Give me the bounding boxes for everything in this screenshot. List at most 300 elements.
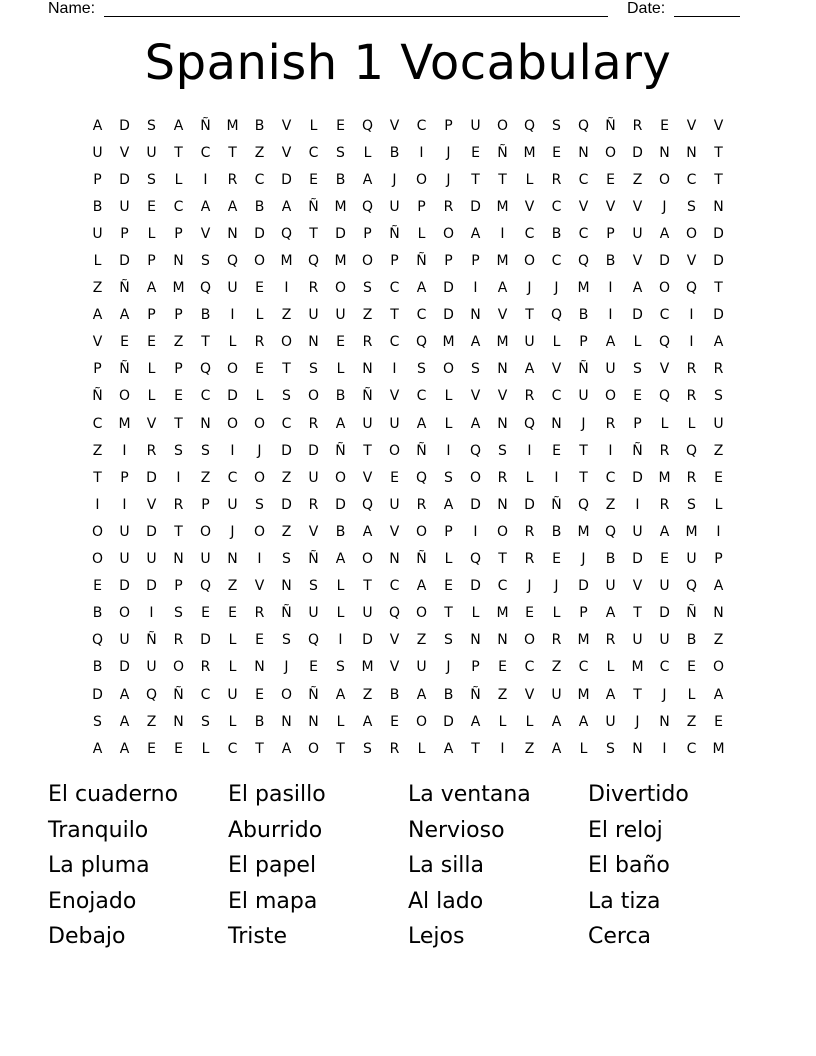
grid-letter[interactable]: B — [443, 686, 454, 703]
grid-letter[interactable]: M — [496, 198, 509, 215]
grid-letter[interactable]: L — [417, 225, 426, 242]
grid-letter[interactable]: A — [713, 686, 724, 703]
grid-letter[interactable]: A — [92, 307, 103, 324]
grid-letter[interactable]: C — [281, 415, 292, 432]
grid-letter[interactable]: Z — [686, 713, 697, 730]
grid-letter[interactable]: O — [415, 171, 428, 188]
grid-letter[interactable]: S — [552, 117, 561, 134]
grid-letter[interactable]: R — [686, 361, 697, 378]
grid-letter[interactable]: P — [120, 469, 129, 486]
grid-letter[interactable]: S — [687, 496, 696, 513]
grid-letter[interactable]: S — [174, 605, 183, 622]
grid-letter[interactable]: O — [253, 253, 266, 270]
grid-letter[interactable]: V — [254, 578, 265, 595]
grid-letter[interactable]: C — [308, 144, 319, 161]
grid-letter[interactable]: E — [633, 388, 642, 405]
grid-letter[interactable]: R — [308, 496, 319, 513]
grid-letter[interactable]: I — [473, 280, 478, 297]
grid-letter[interactable]: D — [146, 523, 157, 540]
grid-letter[interactable]: E — [606, 171, 615, 188]
grid-letter[interactable]: U — [605, 578, 616, 595]
grid-letter[interactable]: J — [662, 686, 667, 703]
grid-letter[interactable]: B — [335, 523, 346, 540]
grid-letter[interactable]: Q — [685, 442, 698, 459]
grid-letter[interactable]: Z — [281, 307, 292, 324]
grid-letter[interactable]: M — [172, 280, 185, 297]
grid-letter[interactable]: E — [444, 578, 453, 595]
grid-letter[interactable]: M — [577, 523, 590, 540]
grid-letter[interactable]: O — [604, 144, 617, 161]
grid-letter[interactable]: N — [254, 659, 265, 676]
grid-letter[interactable]: E — [714, 469, 723, 486]
grid-letter[interactable]: T — [363, 442, 372, 459]
grid-letter[interactable]: D — [146, 578, 157, 595]
grid-letter[interactable]: C — [551, 388, 562, 405]
grid-letter[interactable]: A — [713, 334, 724, 351]
grid-letter[interactable]: P — [471, 659, 480, 676]
grid-letter[interactable]: A — [281, 198, 292, 215]
grid-letter[interactable]: C — [551, 198, 562, 215]
grid-letter[interactable]: I — [446, 442, 451, 459]
grid-letter[interactable]: Q — [604, 523, 617, 540]
grid-letter[interactable]: Q — [361, 496, 374, 513]
grid-letter[interactable]: L — [255, 307, 264, 324]
grid-letter[interactable]: V — [389, 659, 400, 676]
grid-letter[interactable]: D — [92, 686, 103, 703]
grid-letter[interactable]: I — [635, 496, 640, 513]
grid-letter[interactable]: S — [282, 632, 291, 649]
grid-letter[interactable]: C — [92, 415, 103, 432]
grid-letter[interactable]: U — [119, 551, 130, 568]
grid-letter[interactable]: I — [122, 496, 127, 513]
grid-letter[interactable]: R — [173, 496, 184, 513]
grid-letter[interactable]: O — [280, 334, 293, 351]
grid-letter[interactable]: O — [415, 605, 428, 622]
grid-letter[interactable]: A — [92, 740, 103, 757]
grid-letter[interactable]: Z — [713, 442, 724, 459]
grid-letter[interactable]: R — [713, 361, 724, 378]
grid-letter[interactable]: Ñ — [92, 388, 103, 405]
grid-letter[interactable]: T — [201, 334, 210, 351]
grid-letter[interactable]: D — [632, 551, 643, 568]
grid-letter[interactable]: O — [307, 740, 320, 757]
grid-letter[interactable]: E — [552, 144, 561, 161]
grid-letter[interactable]: D — [632, 144, 643, 161]
grid-letter[interactable]: E — [660, 551, 669, 568]
grid-letter[interactable]: M — [280, 253, 293, 270]
grid-letter[interactable]: A — [578, 713, 589, 730]
grid-letter[interactable]: Q — [550, 307, 563, 324]
grid-letter[interactable]: D — [659, 253, 670, 270]
grid-letter[interactable]: R — [254, 605, 265, 622]
grid-letter[interactable]: A — [416, 415, 427, 432]
grid-letter[interactable]: S — [633, 361, 642, 378]
grid-letter[interactable]: B — [254, 713, 265, 730]
grid-letter[interactable]: L — [525, 171, 534, 188]
grid-letter[interactable]: T — [444, 605, 453, 622]
grid-letter[interactable]: N — [281, 713, 292, 730]
grid-letter[interactable]: Ñ — [578, 361, 589, 378]
grid-letter[interactable]: N — [362, 361, 373, 378]
grid-letter[interactable]: J — [392, 171, 397, 188]
grid-letter[interactable]: E — [552, 442, 561, 459]
grid-letter[interactable]: Z — [605, 496, 616, 513]
grid-letter[interactable]: P — [93, 171, 102, 188]
grid-letter[interactable]: S — [498, 442, 507, 459]
grid-letter[interactable]: U — [200, 551, 211, 568]
grid-letter[interactable]: R — [686, 388, 697, 405]
grid-letter[interactable]: R — [308, 280, 319, 297]
grid-letter[interactable]: N — [578, 144, 589, 161]
grid-letter[interactable]: Z — [92, 442, 103, 459]
grid-letter[interactable]: U — [632, 632, 643, 649]
grid-letter[interactable]: O — [253, 523, 266, 540]
grid-letter[interactable]: D — [119, 659, 130, 676]
grid-letter[interactable]: Q — [280, 225, 293, 242]
grid-letter[interactable]: I — [500, 740, 505, 757]
grid-letter[interactable]: U — [578, 388, 589, 405]
grid-letter[interactable]: U — [92, 144, 103, 161]
grid-letter[interactable]: U — [659, 632, 670, 649]
grid-letter[interactable]: A — [119, 713, 130, 730]
grid-letter[interactable]: D — [119, 578, 130, 595]
grid-letter[interactable]: I — [716, 523, 721, 540]
grid-letter[interactable]: Ñ — [119, 280, 130, 297]
grid-letter[interactable]: R — [362, 334, 373, 351]
grid-letter[interactable]: U — [389, 198, 400, 215]
grid-letter[interactable]: Ñ — [416, 551, 427, 568]
grid-letter[interactable]: T — [282, 361, 291, 378]
grid-letter[interactable]: C — [227, 740, 238, 757]
grid-letter[interactable]: U — [524, 334, 535, 351]
grid-letter[interactable]: L — [687, 415, 696, 432]
grid-letter[interactable]: S — [687, 198, 696, 215]
grid-letter[interactable]: P — [444, 117, 453, 134]
grid-letter[interactable]: T — [336, 740, 345, 757]
grid-letter[interactable]: E — [390, 469, 399, 486]
grid-letter[interactable]: Z — [146, 713, 157, 730]
grid-letter[interactable]: P — [714, 551, 723, 568]
grid-letter[interactable]: O — [172, 659, 185, 676]
grid-letter[interactable]: E — [255, 361, 264, 378]
grid-letter[interactable]: Z — [497, 686, 508, 703]
grid-letter[interactable]: A — [497, 280, 508, 297]
grid-letter[interactable]: J — [446, 144, 451, 161]
grid-letter[interactable]: O — [280, 686, 293, 703]
grid-letter[interactable]: Z — [254, 144, 265, 161]
grid-letter[interactable]: Ñ — [605, 117, 616, 134]
grid-letter[interactable]: A — [281, 740, 292, 757]
grid-letter[interactable]: C — [497, 578, 508, 595]
grid-letter[interactable]: A — [659, 225, 670, 242]
grid-letter[interactable]: Ñ — [632, 442, 643, 459]
grid-letter[interactable]: R — [605, 415, 616, 432]
grid-letter[interactable]: O — [199, 523, 212, 540]
grid-letter[interactable]: A — [200, 198, 211, 215]
grid-letter[interactable]: V — [281, 117, 292, 134]
grid-letter[interactable]: A — [605, 605, 616, 622]
grid-letter[interactable]: N — [173, 713, 184, 730]
grid-letter[interactable]: V — [146, 496, 157, 513]
grid-letter[interactable]: A — [470, 334, 481, 351]
grid-letter[interactable]: A — [119, 686, 130, 703]
grid-letter[interactable]: C — [416, 117, 427, 134]
grid-letter[interactable]: R — [497, 469, 508, 486]
grid-letter[interactable]: R — [659, 496, 670, 513]
grid-letter[interactable]: I — [662, 740, 667, 757]
grid-letter[interactable]: O — [91, 551, 104, 568]
grid-letter[interactable]: T — [174, 523, 183, 540]
grid-letter[interactable]: L — [471, 605, 480, 622]
grid-letter[interactable]: U — [362, 415, 373, 432]
grid-letter[interactable]: E — [660, 117, 669, 134]
grid-letter[interactable]: P — [174, 307, 183, 324]
grid-letter[interactable]: I — [176, 469, 181, 486]
grid-letter[interactable]: S — [714, 388, 723, 405]
grid-letter[interactable]: I — [473, 523, 478, 540]
grid-letter[interactable]: U — [308, 469, 319, 486]
grid-letter[interactable]: Q — [361, 198, 374, 215]
grid-letter[interactable]: R — [659, 442, 670, 459]
grid-letter[interactable]: R — [173, 632, 184, 649]
grid-letter[interactable]: Z — [632, 171, 643, 188]
grid-letter[interactable]: A — [362, 523, 373, 540]
grid-letter[interactable]: A — [605, 686, 616, 703]
grid-letter[interactable]: V — [470, 388, 481, 405]
grid-letter[interactable]: Q — [199, 578, 212, 595]
grid-letter[interactable]: L — [147, 361, 156, 378]
grid-letter[interactable]: D — [254, 225, 265, 242]
grid-letter[interactable]: R — [146, 442, 157, 459]
grid-letter[interactable]: J — [230, 523, 235, 540]
grid-letter[interactable]: N — [308, 713, 319, 730]
grid-letter[interactable]: L — [336, 361, 345, 378]
grid-letter[interactable]: P — [147, 253, 156, 270]
grid-letter[interactable]: U — [146, 144, 157, 161]
grid-letter[interactable]: S — [417, 361, 426, 378]
grid-letter[interactable]: S — [309, 578, 318, 595]
grid-letter[interactable]: B — [92, 198, 103, 215]
grid-letter[interactable]: L — [174, 171, 183, 188]
grid-letter[interactable]: C — [686, 171, 697, 188]
grid-letter[interactable]: R — [308, 415, 319, 432]
grid-letter[interactable]: S — [282, 388, 291, 405]
grid-letter[interactable]: D — [470, 198, 481, 215]
grid-letter[interactable]: V — [632, 578, 643, 595]
grid-letter[interactable]: I — [284, 280, 289, 297]
grid-letter[interactable]: A — [470, 415, 481, 432]
grid-letter[interactable]: M — [577, 686, 590, 703]
grid-letter[interactable]: S — [147, 171, 156, 188]
grid-letter[interactable]: Q — [307, 253, 320, 270]
grid-letter[interactable]: A — [173, 117, 184, 134]
grid-letter[interactable]: R — [254, 334, 265, 351]
grid-letter[interactable]: M — [226, 117, 239, 134]
grid-letter[interactable]: L — [498, 713, 507, 730]
grid-letter[interactable]: N — [497, 496, 508, 513]
grid-letter[interactable]: U — [227, 496, 238, 513]
grid-letter[interactable]: A — [416, 280, 427, 297]
grid-letter[interactable]: V — [389, 523, 400, 540]
grid-letter[interactable]: E — [93, 578, 102, 595]
grid-letter[interactable]: N — [659, 144, 670, 161]
grid-letter[interactable]: C — [227, 469, 238, 486]
grid-letter[interactable]: I — [500, 225, 505, 242]
grid-letter[interactable]: Q — [523, 415, 536, 432]
grid-letter[interactable]: O — [118, 605, 131, 622]
grid-letter[interactable]: D — [281, 171, 292, 188]
grid-letter[interactable]: D — [713, 225, 724, 242]
grid-letter[interactable]: U — [686, 551, 697, 568]
grid-letter[interactable]: C — [389, 334, 400, 351]
grid-letter[interactable]: E — [309, 171, 318, 188]
grid-letter[interactable]: C — [200, 686, 211, 703]
grid-letter[interactable]: Q — [199, 280, 212, 297]
grid-letter[interactable]: J — [662, 198, 667, 215]
grid-letter[interactable]: B — [200, 307, 211, 324]
grid-letter[interactable]: A — [146, 280, 157, 297]
grid-letter[interactable]: S — [309, 361, 318, 378]
grid-letter[interactable]: T — [633, 605, 642, 622]
grid-letter[interactable]: N — [497, 361, 508, 378]
grid-letter[interactable]: D — [146, 469, 157, 486]
grid-letter[interactable]: R — [443, 198, 454, 215]
grid-letter[interactable]: C — [578, 171, 589, 188]
grid-letter[interactable]: Ñ — [362, 388, 373, 405]
grid-letter[interactable]: B — [389, 686, 400, 703]
grid-letter[interactable]: N — [227, 551, 238, 568]
grid-letter[interactable]: Z — [713, 632, 724, 649]
grid-letter[interactable]: Z — [281, 469, 292, 486]
grid-letter[interactable]: Ñ — [308, 686, 319, 703]
grid-letter[interactable]: Ñ — [308, 551, 319, 568]
grid-letter[interactable]: T — [714, 280, 723, 297]
grid-letter[interactable]: U — [92, 225, 103, 242]
grid-letter[interactable]: L — [228, 713, 237, 730]
grid-letter[interactable]: I — [203, 171, 208, 188]
grid-letter[interactable]: Ñ — [200, 117, 211, 134]
grid-letter[interactable]: O — [226, 415, 239, 432]
grid-letter[interactable]: D — [200, 632, 211, 649]
grid-letter[interactable]: N — [713, 605, 724, 622]
grid-letter[interactable]: V — [281, 144, 292, 161]
grid-letter[interactable]: O — [523, 632, 536, 649]
grid-letter[interactable]: T — [174, 415, 183, 432]
grid-letter[interactable]: O — [388, 442, 401, 459]
grid-letter[interactable]: N — [470, 632, 481, 649]
grid-letter[interactable]: D — [281, 442, 292, 459]
grid-letter[interactable]: I — [122, 442, 127, 459]
grid-letter[interactable]: O — [118, 388, 131, 405]
grid-letter[interactable]: C — [389, 280, 400, 297]
grid-letter[interactable]: V — [146, 415, 157, 432]
grid-letter[interactable]: S — [444, 469, 453, 486]
grid-letter[interactable]: I — [95, 496, 100, 513]
grid-letter[interactable]: C — [578, 659, 589, 676]
grid-letter[interactable]: P — [174, 225, 183, 242]
grid-letter[interactable]: T — [525, 307, 534, 324]
grid-letter[interactable]: Q — [577, 253, 590, 270]
grid-letter[interactable]: T — [498, 171, 507, 188]
grid-letter[interactable]: C — [200, 388, 211, 405]
grid-letter[interactable]: L — [336, 713, 345, 730]
grid-letter[interactable]: V — [524, 198, 535, 215]
grid-letter[interactable]: M — [685, 523, 698, 540]
grid-letter[interactable]: T — [579, 469, 588, 486]
grid-letter[interactable]: A — [119, 740, 130, 757]
grid-letter[interactable]: U — [308, 307, 319, 324]
grid-letter[interactable]: D — [443, 280, 454, 297]
grid-letter[interactable]: L — [417, 740, 426, 757]
grid-letter[interactable]: A — [470, 713, 481, 730]
grid-letter[interactable]: L — [687, 686, 696, 703]
grid-letter[interactable]: S — [606, 740, 615, 757]
grid-letter[interactable]: P — [174, 361, 183, 378]
grid-letter[interactable]: A — [227, 198, 238, 215]
grid-letter[interactable]: T — [498, 551, 507, 568]
grid-letter[interactable]: U — [146, 659, 157, 676]
grid-letter[interactable]: I — [392, 361, 397, 378]
grid-letter[interactable]: O — [523, 253, 536, 270]
grid-letter[interactable]: N — [200, 415, 211, 432]
grid-letter[interactable]: C — [686, 740, 697, 757]
grid-letter[interactable]: M — [496, 253, 509, 270]
grid-letter[interactable]: J — [257, 442, 262, 459]
grid-letter[interactable]: D — [578, 578, 589, 595]
grid-letter[interactable]: R — [524, 388, 535, 405]
grid-letter[interactable]: N — [713, 198, 724, 215]
grid-letter[interactable]: Q — [415, 334, 428, 351]
grid-letter[interactable]: I — [230, 442, 235, 459]
grid-letter[interactable]: N — [173, 253, 184, 270]
grid-letter[interactable]: B — [335, 171, 346, 188]
grid-letter[interactable]: C — [578, 225, 589, 242]
grid-letter[interactable]: P — [93, 361, 102, 378]
grid-letter[interactable]: Ñ — [308, 198, 319, 215]
grid-letter[interactable]: T — [93, 469, 102, 486]
grid-letter[interactable]: L — [336, 578, 345, 595]
grid-letter[interactable]: N — [389, 551, 400, 568]
grid-letter[interactable]: D — [470, 496, 481, 513]
grid-letter[interactable]: O — [685, 225, 698, 242]
grid-letter[interactable]: V — [497, 388, 508, 405]
grid-letter[interactable]: Ñ — [335, 442, 346, 459]
grid-letter[interactable]: J — [446, 171, 451, 188]
grid-letter[interactable]: V — [686, 117, 697, 134]
grid-letter[interactable]: E — [714, 713, 723, 730]
grid-letter[interactable]: B — [254, 117, 265, 134]
grid-letter[interactable]: R — [551, 632, 562, 649]
grid-letter[interactable]: C — [551, 253, 562, 270]
grid-letter[interactable]: O — [334, 469, 347, 486]
grid-letter[interactable]: L — [255, 388, 264, 405]
grid-letter[interactable]: L — [444, 551, 453, 568]
grid-letter[interactable]: N — [227, 225, 238, 242]
grid-letter[interactable]: V — [713, 117, 724, 134]
grid-letter[interactable]: C — [659, 659, 670, 676]
grid-letter[interactable]: A — [416, 686, 427, 703]
grid-letter[interactable]: O — [226, 361, 239, 378]
grid-letter[interactable]: L — [633, 334, 642, 351]
grid-letter[interactable]: O — [469, 469, 482, 486]
grid-letter[interactable]: T — [228, 144, 237, 161]
grid-letter[interactable]: M — [523, 144, 536, 161]
grid-letter[interactable]: E — [120, 334, 129, 351]
grid-letter[interactable]: S — [147, 117, 156, 134]
grid-letter[interactable]: U — [308, 605, 319, 622]
grid-letter[interactable]: E — [552, 551, 561, 568]
grid-letter[interactable]: U — [389, 496, 400, 513]
